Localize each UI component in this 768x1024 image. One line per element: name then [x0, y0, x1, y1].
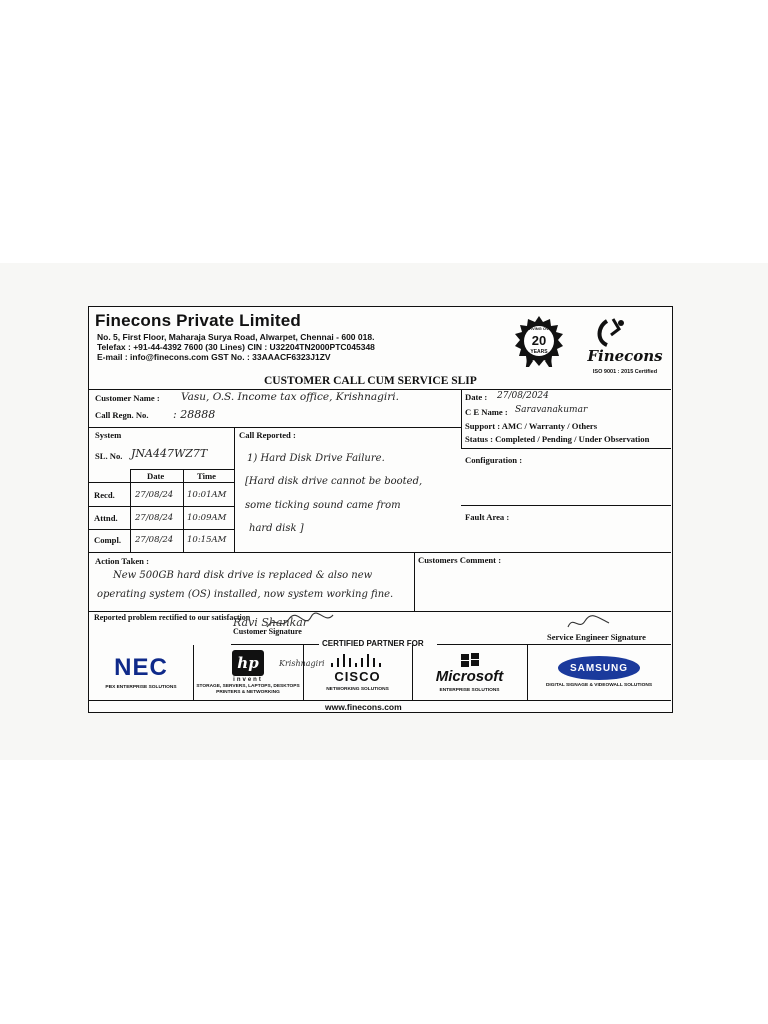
sl-no-value: JNA447WZ7T	[131, 447, 208, 460]
action-line-1: New 500GB hard disk drive is replaced & also new	[113, 570, 373, 581]
cisco-logo: CISCO	[334, 668, 381, 684]
engineer-signature-scribble	[565, 613, 611, 633]
partner-microsoft	[412, 645, 527, 700]
table-rule-4	[89, 529, 234, 530]
support-label: Support : AMC / Warranty / Others	[465, 421, 598, 431]
time-row-label: Recd.	[94, 490, 115, 500]
system-label: System	[95, 430, 122, 440]
rule-action	[89, 552, 671, 553]
logo-wordmark: Finecons	[587, 347, 663, 365]
col-date-header: Date	[147, 471, 165, 481]
finecons-logo	[585, 315, 665, 375]
action-taken-label: Action Taken :	[95, 556, 149, 566]
rule-fault	[461, 505, 671, 506]
rule-signature	[89, 611, 671, 612]
partner-cisco	[303, 645, 412, 700]
customer-signature-scribble	[265, 611, 335, 633]
microsoft-logo: Microsoft	[435, 667, 504, 685]
partner-sub: ENTERPRISE SOLUTIONS	[439, 687, 500, 693]
company-telefax: Telefax : +91-44-4392 7600 (30 Lines) CIN : U32204TN2000PTC045348	[97, 342, 375, 352]
hp-invent: invent	[233, 677, 263, 683]
col-time-header: Time	[197, 471, 216, 481]
call-reported-line-3: some ticking sound came from	[245, 500, 401, 511]
time-row-label: Compl.	[94, 535, 121, 545]
seal-ring-text: SERVING OVER	[523, 326, 555, 331]
ce-name-value: Saravanakumar	[515, 405, 588, 415]
time-row-date: 27/08/24	[135, 513, 174, 523]
service-engineer-signature-label: Service Engineer Signature	[547, 632, 646, 642]
anniversary-seal-icon	[513, 315, 565, 367]
time-row-date: 27/08/24	[135, 535, 174, 545]
slip-title: CUSTOMER CALL CUM SERVICE SLIP	[264, 375, 477, 387]
configuration-label: Configuration :	[465, 455, 523, 465]
rule-top	[89, 389, 671, 390]
call-regn-value: : 28888	[173, 408, 216, 421]
company-name: Finecons Private Limited	[95, 311, 302, 330]
partner-sub: DIGITAL SIGNAGE & VIDEOWALL SOLUTIONS	[545, 683, 653, 688]
rule-comment-split	[414, 552, 415, 611]
call-regn-label: Call Regn. No.	[95, 410, 149, 420]
table-col-rule-2	[183, 469, 184, 552]
time-row-time: 10:01AM	[187, 490, 227, 500]
table-rule-2	[89, 482, 234, 483]
call-reported-line-2: [Hard disk drive cannot be booted,	[245, 476, 423, 487]
customer-signature-label: Customer Signature	[233, 627, 302, 636]
company-email: E-mail : info@finecons.com GST No. : 33AAACF6323J1ZV	[97, 352, 331, 362]
partner-sub: PBX ENTERPRISE SOLUTIONS	[105, 685, 177, 690]
table-rule-3	[89, 506, 234, 507]
rectified-text: Reported problem rectified to our satisfaction	[94, 613, 251, 622]
partner-sub: NETWORKING SOLUTIONS	[326, 686, 389, 692]
table-col-rule-1	[130, 469, 131, 552]
rule-customer-split	[461, 389, 462, 448]
customer-stamp-name: Ravi Shankar	[233, 616, 309, 629]
seal-word: YEARS	[530, 349, 548, 355]
hp-logo-icon	[231, 649, 265, 677]
action-line-2: operating system (OS) installed, now system working fine.	[97, 589, 394, 600]
seal-years: 20	[531, 333, 547, 348]
company-address: No. 5, First Floor, Maharaja Surya Road, Alwarpet, Chennai - 600 018.	[97, 332, 375, 342]
nec-logo: NEC	[114, 654, 168, 681]
iso-text: ISO 9001 : 2015 Certified	[592, 369, 658, 375]
partner-samsung	[527, 645, 671, 700]
partner-nec	[89, 645, 193, 700]
table-rule-1	[130, 469, 234, 470]
time-row-label: Attnd.	[94, 513, 118, 523]
rule-config	[461, 448, 671, 449]
call-reported-label: Call Reported :	[239, 430, 296, 440]
rule-system	[89, 427, 461, 428]
rule-partners	[89, 700, 671, 701]
fault-area-label: Fault Area :	[465, 512, 510, 522]
date-value: 27/08/2024	[497, 391, 549, 401]
status-label: Status : Completed / Pending / Under Observation	[465, 434, 650, 444]
certified-partner-label: CERTIFIED PARTNER FOR	[322, 639, 424, 648]
svg-text:hp: hp	[237, 654, 259, 672]
time-row-date: 27/08/24	[135, 490, 174, 500]
call-reported-line-1: 1) Hard Disk Drive Failure.	[247, 453, 385, 464]
customers-comment-label: Customers Comment :	[418, 555, 502, 565]
rule-system-split	[234, 427, 235, 552]
windows-flag-icon	[459, 652, 481, 668]
customer-name-value: Vasu, O.S. Income tax office, Krishnagiri.	[181, 391, 399, 403]
cisco-bars-icon	[328, 653, 388, 669]
service-slip	[88, 306, 673, 713]
sl-no-label: SL. No.	[95, 451, 123, 461]
call-reported-line-4: hard disk ]	[249, 523, 304, 534]
time-row-time: 10:15AM	[187, 535, 227, 545]
partner-hp	[193, 645, 303, 700]
customer-name-label: Customer Name :	[95, 393, 160, 403]
date-label: Date :	[465, 392, 488, 402]
partner-sub: STORAGE, SERVERS, LAPTOPS, DESKTOPS PRINTERS & NETWORKING	[196, 684, 300, 695]
ce-name-label: C E Name :	[465, 407, 508, 417]
samsung-logo: SAMSUNG	[558, 656, 640, 680]
time-row-time: 10:09AM	[187, 513, 227, 523]
website-text: www.finecons.com	[325, 702, 402, 712]
customer-stamp-place: Krishnagiri	[279, 659, 325, 668]
